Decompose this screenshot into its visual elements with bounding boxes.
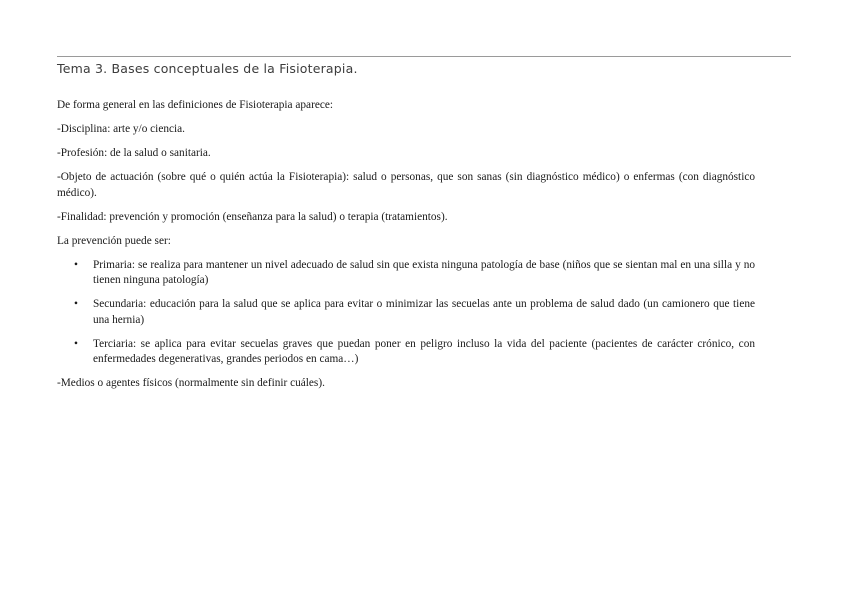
paragraph-profesion: -Profesión: de la salud o sanitaria. (57, 147, 211, 159)
document-body (57, 98, 755, 400)
paragraph-medios: -Medios o agentes físicos (normalmente sin definir cuáles). (57, 377, 325, 389)
list-item-text: Primaria: se realiza para mantener un nivel adecuado de salud sin que exista ninguna patología de base (niños que se sientan mal en una silla y no tienen ninguna patología) (93, 258, 755, 286)
paragraph-prevencion: La prevención puede ser: (57, 234, 171, 247)
list-item-primaria (57, 258, 755, 289)
paragraph-disciplina: -Disciplina: arte y/o ciencia. (57, 123, 185, 135)
document-title: Tema 3. Bases conceptuales de la Fisioterapia. (57, 61, 358, 76)
list-item-text: Terciaria: se aplica para evitar secuelas graves que puedan poner en peligro incluso la vida del paciente (pacientes de carácter crónico, con enfermedades degenerativas, grandes periodos en cama…) (93, 337, 755, 365)
header-rule (57, 56, 791, 57)
intro-paragraph: De forma general en las definiciones de Fisioterapia aparece: (57, 99, 334, 111)
list-item-terciaria (57, 337, 755, 368)
bullet-icon: • (74, 258, 78, 271)
bullet-icon: • (74, 337, 78, 350)
paragraph-finalidad: -Finalidad: prevención y promoción (enseñanza para la salud) o terapia (tratamientos). (57, 210, 448, 223)
prevention-list (57, 258, 755, 368)
list-item-text: Secundaria: educación para la salud que se aplica para evitar o minimizar las secuelas ante un problema de salud dado (un camionero que tiene una hernia) (93, 298, 755, 326)
list-item-secundaria (57, 297, 755, 328)
bullet-icon: • (74, 298, 78, 310)
paragraph-objeto: -Objeto de actuación (sobre qué o quién actúa la Fisioterapia): salud o personas, que son sanas (sin diagnóstico médico) o enfermas (con diagnóstico médico). (57, 171, 755, 199)
